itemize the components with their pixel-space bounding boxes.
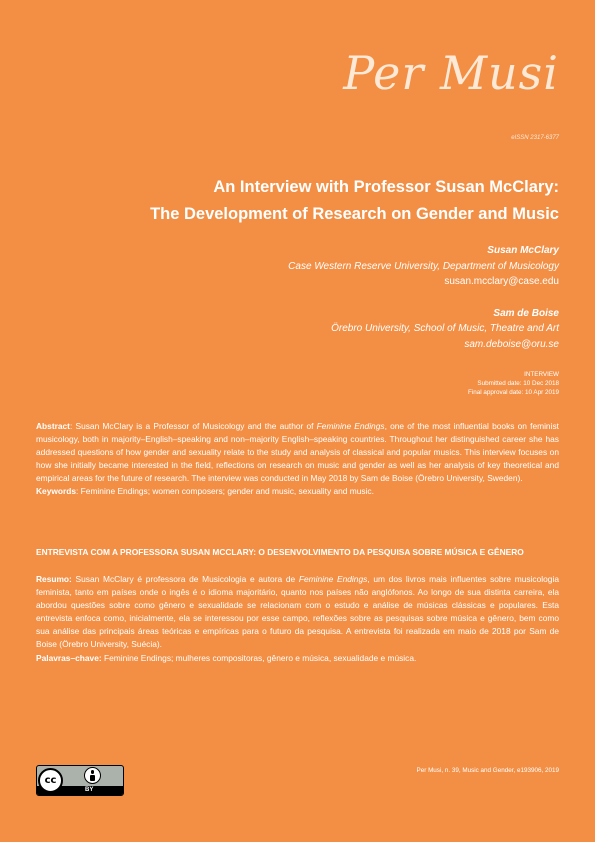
cc-icon: cc	[38, 768, 63, 793]
attribution-icon-body	[90, 775, 95, 781]
article-meta	[259, 370, 559, 397]
by-label: BY	[85, 787, 94, 793]
author-name: Susan McClary	[487, 245, 559, 256]
keywords-line	[36, 485, 559, 498]
keywords-label: Keywords	[36, 486, 77, 497]
author-email[interactable]: sam.deboise@oru.se	[464, 338, 559, 350]
palavras-chave-text: Feminine Endings; mulheres compositoras, gênero e música, sexualidade e música.	[101, 652, 417, 663]
abstract-paragraph	[36, 420, 559, 485]
resumo-text-a: Susan McClary é professora de Musicologia e autora de	[71, 574, 299, 584]
resumo-book-title: Feminine Endings	[298, 574, 368, 584]
author-block	[139, 306, 559, 353]
attribution-icon	[84, 767, 101, 784]
cc-by-license-badge[interactable]	[36, 765, 124, 796]
author-list	[139, 243, 559, 368]
resumo-label: Resumo:	[36, 574, 72, 584]
resumo-section	[36, 573, 559, 665]
portuguese-title: ENTREVISTA COM A PROFESSORA SUSAN MCCLARY: O DESENVOLVIMENTO DA PESQUISA SOBRE MÚSICA E GÊNERO	[36, 547, 524, 557]
attribution-icon-head	[91, 770, 95, 774]
abstract-section	[36, 420, 559, 499]
abstract-text-b: , one of the most influential books on feminist musicology, both in majority–English–speaking and non–majority English–speaking countries. Throughout her distinguished career she has addressed questions of how gender and sexuality relate to the study and analysis of classical and popular musics. This interview focuses on how she initially became interested in the field, reflections on research on music and gender as well as her analysis of key theoretical and empirical areas for the future of research. The interview was conducted in May 2018 by Sam de Boise (Örebro University, Sweden).	[36, 421, 559, 484]
author-affiliation: Case Western Reserve University, Department of Musicology	[288, 260, 559, 272]
abstract-book-title: Feminine Endings	[316, 421, 385, 431]
title-line-2: The Development of Research on Gender and Music	[150, 205, 559, 223]
palavras-chave-line	[36, 652, 559, 665]
article-type: INTERVIEW	[524, 371, 559, 378]
author-affiliation: Örebro University, School of Music, Theatre and Art	[331, 323, 559, 334]
keywords-text: : Feminine Endings; women composers; gender and music, sexuality and music.	[76, 486, 374, 497]
palavras-chave-label: Palavras–chave:	[36, 652, 102, 663]
submitted-date: Submitted date: 10 Dec 2018	[477, 380, 559, 387]
journal-logo: Per Musi	[343, 46, 559, 100]
title-line-1: An Interview with Professor Susan McClary:	[213, 178, 559, 196]
author-block	[139, 243, 559, 290]
author-email[interactable]: susan.mcclary@case.edu	[444, 276, 559, 287]
resumo-text-b: , um dos livros mais influentes sobre musicologia feminista, tanto em países onde o ingês é o idioma majoritário, quanto nos países não anglófonos. Ao longo de sua distinta carreira, ela abordou questões sobre como gênero e sexualidade se relacionam com o estudo e análise de músicas clássicas e populares. Esta entrevista enfoca como, inicialmente, ela se interessou por esse campo, reflexões sobre as pesquisas sobre música e gênero, bem como sua análise das principais áreas teóricas e empíricas para o futuro da pesquisa. A entrevista foi realizada em maio de 2018 por Sam de Boise (Örebro University, Suécia).	[36, 574, 559, 650]
author-name: Sam de Boise	[493, 307, 559, 319]
page-footer: Per Musi, n. 39, Music and Gender, e193906, 2019	[416, 767, 559, 774]
abstract-text-a: : Susan McClary is a Professor of Musicology and the author of	[69, 421, 317, 431]
issn: eISSN 2317-6377	[511, 135, 559, 141]
approval-date: Final approval date: 10 Apr 2019	[467, 389, 559, 396]
resumo-paragraph	[36, 573, 559, 652]
abstract-label: Abstract	[36, 421, 70, 431]
article-title	[139, 174, 559, 228]
